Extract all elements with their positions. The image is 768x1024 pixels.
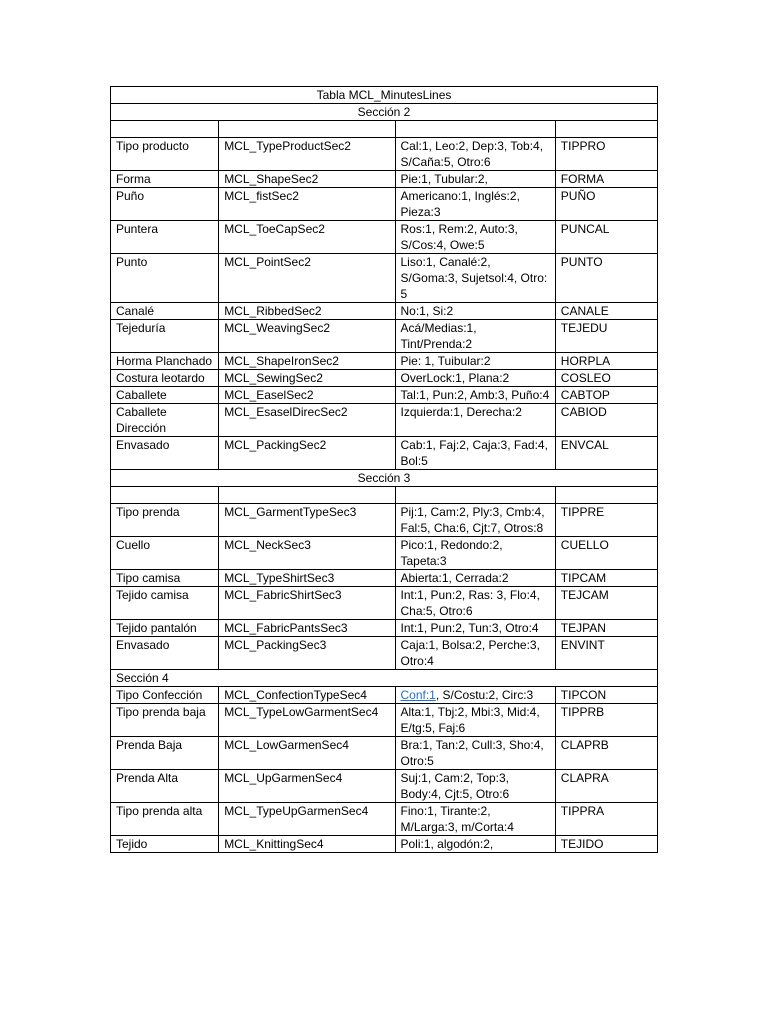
table-row bbox=[111, 504, 658, 537]
field-name: MCL_ToeCapSec2 bbox=[219, 221, 395, 254]
field-name: MCL_TypeShirtSec3 bbox=[219, 570, 395, 587]
table-title: Tabla MCL_MinutesLines bbox=[111, 87, 658, 104]
row-label: Tipo Confección bbox=[111, 687, 219, 704]
field-name: MCL_ConfectionTypeSec4 bbox=[219, 687, 395, 704]
field-code: TEJCAM bbox=[555, 587, 657, 620]
row-label: Tejido pantalón bbox=[111, 620, 219, 637]
table-row bbox=[111, 620, 658, 637]
field-code: TEJPAN bbox=[555, 620, 657, 637]
value-options: Suj:1, Cam:2, Top:3, Body:4, Cjt:5, Otro:6 bbox=[395, 770, 555, 803]
table-row bbox=[111, 254, 658, 303]
minutes-lines-table bbox=[110, 86, 658, 853]
field-name: MCL_PackingSec2 bbox=[219, 437, 395, 470]
row-label: Canalé bbox=[111, 303, 219, 320]
field-name: MCL_LowGarmenSec4 bbox=[219, 737, 395, 770]
value-options: Int:1, Pun:2, Tun:3, Otro:4 bbox=[395, 620, 555, 637]
table-row bbox=[111, 587, 658, 620]
field-code: ENVINT bbox=[555, 637, 657, 670]
value-options: Pie: 1, Tuibular:2 bbox=[395, 353, 555, 370]
table-row bbox=[111, 221, 658, 254]
field-code: CABIOD bbox=[555, 404, 657, 437]
blank-cell bbox=[555, 487, 657, 504]
table-row bbox=[111, 570, 658, 587]
section-heading: Sección 2 bbox=[111, 104, 658, 121]
field-code: COSLEO bbox=[555, 370, 657, 387]
field-code: CANALE bbox=[555, 303, 657, 320]
value-options: Alta:1, Tbj:2, Mbi:3, Mid:4, E/tg:5, Faj:6 bbox=[395, 704, 555, 737]
field-name: MCL_fistSec2 bbox=[219, 188, 395, 221]
field-name: MCL_NeckSec3 bbox=[219, 537, 395, 570]
field-name: MCL_ShapeSec2 bbox=[219, 171, 395, 188]
blank-cell bbox=[219, 121, 395, 138]
field-name: MCL_ShapeIronSec2 bbox=[219, 353, 395, 370]
row-label: Prenda Baja bbox=[111, 737, 219, 770]
field-code: PUÑO bbox=[555, 188, 657, 221]
row-label: Cuello bbox=[111, 537, 219, 570]
row-label: Tipo camisa bbox=[111, 570, 219, 587]
table-row bbox=[111, 188, 658, 221]
row-label: Caballete Dirección bbox=[111, 404, 219, 437]
row-label: Forma bbox=[111, 171, 219, 188]
blank-row bbox=[111, 487, 658, 504]
value-options: Pico:1, Redondo:2, Tapeta:3 bbox=[395, 537, 555, 570]
table-row bbox=[111, 303, 658, 320]
value-options: Cab:1, Faj:2, Caja:3, Fad:4, Bol:5 bbox=[395, 437, 555, 470]
value-options: Fino:1, Tirante:2, M/Larga:3, m/Corta:4 bbox=[395, 803, 555, 836]
value-options: Izquierda:1, Derecha:2 bbox=[395, 404, 555, 437]
row-label: Tejeduría bbox=[111, 320, 219, 353]
field-code: TEJIDO bbox=[555, 836, 657, 853]
field-name: MCL_RibbedSec2 bbox=[219, 303, 395, 320]
table-row bbox=[111, 687, 658, 704]
field-code: TIPPRO bbox=[555, 138, 657, 171]
row-label: Puño bbox=[111, 188, 219, 221]
table-row bbox=[111, 320, 658, 353]
value-text: , S/Costu:2, Circ:3 bbox=[435, 688, 534, 702]
field-name: MCL_TypeUpGarmenSec4 bbox=[219, 803, 395, 836]
table-row bbox=[111, 353, 658, 370]
field-name: MCL_PointSec2 bbox=[219, 254, 395, 303]
field-name: MCL_EsaselDirecSec2 bbox=[219, 404, 395, 437]
field-name: MCL_FabricShirtSec3 bbox=[219, 587, 395, 620]
field-name: MCL_KnittingSec4 bbox=[219, 836, 395, 853]
field-name: MCL_WeavingSec2 bbox=[219, 320, 395, 353]
value-options: Pie:1, Tubular:2, bbox=[395, 171, 555, 188]
field-code: CABTOP bbox=[555, 387, 657, 404]
value-options: Acá/Medias:1, Tint/Prenda:2 bbox=[395, 320, 555, 353]
value-options bbox=[395, 687, 555, 704]
blank-cell bbox=[111, 121, 219, 138]
row-label: Punto bbox=[111, 254, 219, 303]
field-code: FORMA bbox=[555, 171, 657, 188]
value-options: Pij:1, Cam:2, Ply:3, Cmb:4, Fal:5, Cha:6, Cjt:7, Otros:8 bbox=[395, 504, 555, 537]
row-label: Horma Planchado bbox=[111, 353, 219, 370]
value-options: Abierta:1, Cerrada:2 bbox=[395, 570, 555, 587]
table-row bbox=[111, 370, 658, 387]
field-name: MCL_GarmentTypeSec3 bbox=[219, 504, 395, 537]
blank-cell bbox=[555, 121, 657, 138]
field-name: MCL_SewingSec2 bbox=[219, 370, 395, 387]
table-row bbox=[111, 537, 658, 570]
blank-cell bbox=[395, 487, 555, 504]
field-name: MCL_UpGarmenSec4 bbox=[219, 770, 395, 803]
table-row bbox=[111, 637, 658, 670]
field-code: TIPCON bbox=[555, 687, 657, 704]
row-label: Tipo producto bbox=[111, 138, 219, 171]
value-options: Cal:1, Leo:2, Dep:3, Tob:4, S/Caña:5, Otro:6 bbox=[395, 138, 555, 171]
section-heading-row bbox=[111, 104, 658, 121]
section-heading-row bbox=[111, 670, 658, 687]
value-options: Tal:1, Pun:2, Amb:3, Puño:4 bbox=[395, 387, 555, 404]
row-label: Tipo prenda baja bbox=[111, 704, 219, 737]
row-label: Tipo prenda bbox=[111, 504, 219, 537]
table-row bbox=[111, 138, 658, 171]
table-row bbox=[111, 404, 658, 437]
table-row bbox=[111, 803, 658, 836]
row-label: Tejido camisa bbox=[111, 587, 219, 620]
blank-cell bbox=[395, 121, 555, 138]
row-label: Puntera bbox=[111, 221, 219, 254]
blank-cell bbox=[219, 487, 395, 504]
value-options: Bra:1, Tan:2, Cull:3, Sho:4, Otro:5 bbox=[395, 737, 555, 770]
table-row bbox=[111, 737, 658, 770]
row-label: Caballete bbox=[111, 387, 219, 404]
table-body bbox=[111, 87, 658, 853]
row-label: Envasado bbox=[111, 437, 219, 470]
value-options: Poli:1, algodón:2, bbox=[395, 836, 555, 853]
field-code: TIPPRB bbox=[555, 704, 657, 737]
row-label: Costura leotardo bbox=[111, 370, 219, 387]
section-heading: Sección 4 bbox=[111, 670, 658, 687]
field-code: PUNCAL bbox=[555, 221, 657, 254]
field-name: MCL_PackingSec3 bbox=[219, 637, 395, 670]
section-heading-row bbox=[111, 470, 658, 487]
field-name: MCL_EaselSec2 bbox=[219, 387, 395, 404]
field-code: TIPPRE bbox=[555, 504, 657, 537]
field-name: MCL_FabricPantsSec3 bbox=[219, 620, 395, 637]
value-options: Int:1, Pun:2, Ras: 3, Flo:4, Cha:5, Otro:6 bbox=[395, 587, 555, 620]
field-name: MCL_TypeProductSec2 bbox=[219, 138, 395, 171]
value-options: OverLock:1, Plana:2 bbox=[395, 370, 555, 387]
table-row bbox=[111, 704, 658, 737]
field-code: ENVCAL bbox=[555, 437, 657, 470]
value-link[interactable]: Conf:1 bbox=[400, 688, 436, 702]
row-label: Prenda Alta bbox=[111, 770, 219, 803]
value-options: Caja:1, Bolsa:2, Perche:3, Otro:4 bbox=[395, 637, 555, 670]
blank-row bbox=[111, 121, 658, 138]
table-row bbox=[111, 171, 658, 188]
field-code: TEJEDU bbox=[555, 320, 657, 353]
table-row bbox=[111, 437, 658, 470]
value-options: Ros:1, Rem:2, Auto:3, S/Cos:4, Owe:5 bbox=[395, 221, 555, 254]
field-code: TIPPRA bbox=[555, 803, 657, 836]
field-code: HORPLA bbox=[555, 353, 657, 370]
row-label: Tejido bbox=[111, 836, 219, 853]
field-code: CLAPRB bbox=[555, 737, 657, 770]
table-row bbox=[111, 387, 658, 404]
value-options: No:1, Si:2 bbox=[395, 303, 555, 320]
field-name: MCL_TypeLowGarmentSec4 bbox=[219, 704, 395, 737]
section-heading: Sección 3 bbox=[111, 470, 658, 487]
value-options: Americano:1, Inglés:2, Pieza:3 bbox=[395, 188, 555, 221]
field-code: CLAPRA bbox=[555, 770, 657, 803]
row-label: Tipo prenda alta bbox=[111, 803, 219, 836]
field-code: TIPCAM bbox=[555, 570, 657, 587]
row-label: Envasado bbox=[111, 637, 219, 670]
table-title-row bbox=[111, 87, 658, 104]
field-code: CUELLO bbox=[555, 537, 657, 570]
field-code: PUNTO bbox=[555, 254, 657, 303]
table-row bbox=[111, 836, 658, 853]
table-row bbox=[111, 770, 658, 803]
blank-cell bbox=[111, 487, 219, 504]
value-options: Liso:1, Canalé:2, S/Goma:3, Sujetsol:4, Otro: 5 bbox=[395, 254, 555, 303]
